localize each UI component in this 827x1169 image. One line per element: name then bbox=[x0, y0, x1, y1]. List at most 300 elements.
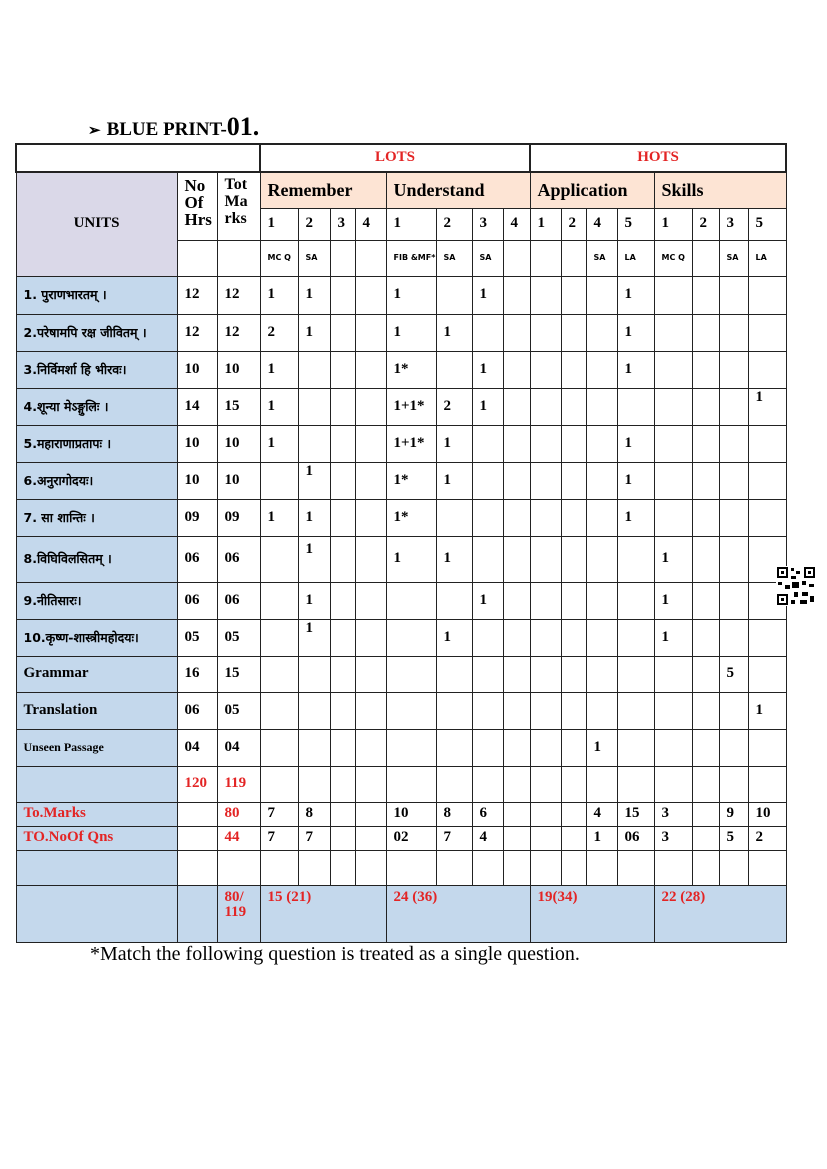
value-cell bbox=[436, 582, 472, 619]
value-cell bbox=[719, 536, 748, 582]
value-cell: 06 bbox=[617, 826, 654, 850]
table-row bbox=[16, 276, 786, 314]
question-type-cell: LA bbox=[617, 240, 654, 276]
value-cell: 1 bbox=[586, 729, 617, 766]
value-cell bbox=[260, 536, 298, 582]
value-cell: 2 bbox=[436, 388, 472, 425]
marks-cell: 06 bbox=[217, 582, 260, 619]
value-cell bbox=[503, 499, 530, 536]
value-cell bbox=[355, 536, 386, 582]
value-cell: 1+1* bbox=[386, 425, 436, 462]
total-marks-row bbox=[16, 802, 786, 826]
mark-value-cell: 4 bbox=[355, 208, 386, 240]
blank-cell bbox=[177, 826, 217, 850]
value-cell bbox=[298, 692, 330, 729]
question-type-cell bbox=[503, 240, 530, 276]
marks-cell: 12 bbox=[217, 276, 260, 314]
value-cell bbox=[692, 582, 719, 619]
value-cell bbox=[654, 425, 692, 462]
blank-cell bbox=[177, 850, 217, 885]
value-text: 1 bbox=[305, 619, 313, 636]
value-cell bbox=[748, 388, 786, 425]
summary-total-cell: 44 bbox=[217, 826, 260, 850]
value-cell bbox=[330, 276, 355, 314]
unit-name-cell: 2.परेषामपि रक्ष जीवितम् । bbox=[16, 314, 177, 351]
blank-cell bbox=[386, 850, 436, 885]
value-cell bbox=[472, 619, 503, 656]
hours-cell: 10 bbox=[177, 351, 217, 388]
unit-name-cell: Grammar bbox=[16, 656, 177, 692]
blank-cell bbox=[472, 850, 503, 885]
value-cell bbox=[561, 314, 586, 351]
value-cell bbox=[472, 425, 503, 462]
summary-label-cell: TO.NoOf Qns bbox=[16, 826, 177, 850]
value-cell bbox=[719, 692, 748, 729]
value-cell bbox=[330, 536, 355, 582]
value-cell: 1 bbox=[260, 388, 298, 425]
value-cell: 1 bbox=[436, 462, 472, 499]
value-cell bbox=[298, 619, 330, 656]
understand-total-cell: 24 (36) bbox=[386, 885, 530, 942]
question-type-cell bbox=[530, 240, 561, 276]
blank-cell bbox=[260, 766, 298, 802]
hours-cell: 10 bbox=[177, 462, 217, 499]
value-cell bbox=[692, 499, 719, 536]
blank-cell bbox=[16, 885, 177, 942]
value-cell bbox=[719, 619, 748, 656]
value-cell bbox=[586, 351, 617, 388]
blank-cell bbox=[692, 766, 719, 802]
hours-cell: 10 bbox=[177, 425, 217, 462]
value-cell bbox=[692, 351, 719, 388]
value-cell: 1 bbox=[654, 619, 692, 656]
value-cell bbox=[530, 425, 561, 462]
value-cell bbox=[561, 499, 586, 536]
blank-cell bbox=[472, 766, 503, 802]
unit-name-cell: Translation bbox=[16, 692, 177, 729]
value-cell bbox=[692, 276, 719, 314]
value-cell: 1* bbox=[386, 462, 436, 499]
blank-cell bbox=[217, 850, 260, 885]
value-cell bbox=[330, 619, 355, 656]
value-cell bbox=[260, 656, 298, 692]
value-cell: 1 bbox=[298, 499, 330, 536]
table-row bbox=[16, 536, 786, 582]
blank-cell bbox=[436, 850, 472, 885]
unit-name-cell: 4.शून्या मेऽङ्गुलिः । bbox=[16, 388, 177, 425]
value-cell: 3 bbox=[654, 802, 692, 826]
value-cell bbox=[719, 499, 748, 536]
blank-cell bbox=[654, 766, 692, 802]
value-cell: 1 bbox=[298, 276, 330, 314]
value-cell bbox=[530, 536, 561, 582]
mark-value-cell: 2 bbox=[561, 208, 586, 240]
value-cell bbox=[530, 499, 561, 536]
blank-cell bbox=[177, 885, 217, 942]
blank-cell bbox=[748, 850, 786, 885]
category-row bbox=[16, 172, 786, 208]
category-total-row bbox=[16, 885, 786, 942]
hots-header: HOTS bbox=[530, 144, 786, 172]
blank-cell bbox=[719, 766, 748, 802]
question-type-cell: SA bbox=[719, 240, 748, 276]
unit-name-cell: 8.विघिविलसितम् । bbox=[16, 536, 177, 582]
unit-name-cell: 9.नीतिसारः। bbox=[16, 582, 177, 619]
value-cell bbox=[617, 536, 654, 582]
blank-cell bbox=[530, 850, 561, 885]
value-cell bbox=[748, 619, 786, 656]
question-type-cell bbox=[355, 240, 386, 276]
value-cell bbox=[561, 619, 586, 656]
value-cell bbox=[692, 692, 719, 729]
mark-value-cell: 2 bbox=[298, 208, 330, 240]
value-cell: 7 bbox=[260, 826, 298, 850]
value-cell bbox=[260, 729, 298, 766]
value-cell bbox=[692, 619, 719, 656]
value-cell: 1* bbox=[386, 351, 436, 388]
value-cell bbox=[748, 656, 786, 692]
value-cell bbox=[654, 462, 692, 499]
total-hours-cell: 120 bbox=[177, 766, 217, 802]
value-cell bbox=[692, 314, 719, 351]
value-cell bbox=[617, 656, 654, 692]
value-cell bbox=[617, 692, 654, 729]
value-cell: 1 bbox=[472, 582, 503, 619]
value-cell bbox=[503, 692, 530, 729]
value-cell bbox=[561, 656, 586, 692]
question-type-cell: SA bbox=[586, 240, 617, 276]
question-type-cell: SA bbox=[472, 240, 503, 276]
blueprint-table bbox=[15, 143, 787, 943]
blank-cell bbox=[561, 850, 586, 885]
total-questions-row bbox=[16, 826, 786, 850]
mark-value-cell: 2 bbox=[692, 208, 719, 240]
value-cell bbox=[330, 802, 355, 826]
value-cell bbox=[530, 582, 561, 619]
category-remember: Remember bbox=[260, 172, 386, 208]
table-row bbox=[16, 314, 786, 351]
value-cell: 9 bbox=[719, 802, 748, 826]
value-cell bbox=[692, 388, 719, 425]
value-cell bbox=[561, 536, 586, 582]
value-cell bbox=[586, 276, 617, 314]
value-cell bbox=[654, 499, 692, 536]
value-cell bbox=[719, 582, 748, 619]
mark-value-cell: 5 bbox=[748, 208, 786, 240]
unit-name-cell: 10.कृष्ण-शास्त्रीमहोदयः। bbox=[16, 619, 177, 656]
value-cell bbox=[298, 656, 330, 692]
value-cell bbox=[530, 314, 561, 351]
value-cell bbox=[586, 425, 617, 462]
question-type-cell: SA bbox=[436, 240, 472, 276]
overall-total-cell: 80/ 119 bbox=[217, 885, 260, 942]
value-cell bbox=[436, 276, 472, 314]
marks-cell: 12 bbox=[217, 314, 260, 351]
footnote: *Match the following question is treated as a single question. bbox=[90, 943, 580, 965]
blank-cell bbox=[16, 850, 177, 885]
table-row bbox=[16, 499, 786, 536]
value-cell bbox=[530, 276, 561, 314]
value-cell bbox=[503, 619, 530, 656]
value-cell bbox=[530, 802, 561, 826]
lots-header: LOTS bbox=[260, 144, 530, 172]
marks-cell: 15 bbox=[217, 388, 260, 425]
value-cell bbox=[719, 276, 748, 314]
unit-name-cell: 5.महाराणाप्रतापः । bbox=[16, 425, 177, 462]
blank-cell bbox=[436, 766, 472, 802]
value-cell bbox=[436, 656, 472, 692]
blank-cell bbox=[298, 766, 330, 802]
question-type-cell: FIB &MF* bbox=[386, 240, 436, 276]
value-text: 1 bbox=[305, 541, 313, 558]
category-understand: Understand bbox=[386, 172, 530, 208]
blank-cell bbox=[654, 850, 692, 885]
unit-name-cell: 7. सा शान्तिः । bbox=[16, 499, 177, 536]
blank-cell bbox=[260, 850, 298, 885]
unit-name-cell: 1. पुराणभारतम् । bbox=[16, 276, 177, 314]
value-cell: 1 bbox=[586, 826, 617, 850]
remember-total-cell: 15 (21) bbox=[260, 885, 386, 942]
value-cell bbox=[472, 499, 503, 536]
value-cell: 8 bbox=[436, 802, 472, 826]
blank-cell bbox=[561, 766, 586, 802]
unit-name-cell: Unseen Passage bbox=[16, 729, 177, 766]
value-cell: 4 bbox=[586, 802, 617, 826]
value-cell bbox=[503, 351, 530, 388]
qr-code-icon bbox=[776, 566, 816, 606]
value-cell bbox=[472, 692, 503, 729]
value-cell bbox=[503, 276, 530, 314]
value-cell bbox=[561, 425, 586, 462]
value-cell: 4 bbox=[472, 826, 503, 850]
value-cell bbox=[719, 425, 748, 462]
value-cell: 1 bbox=[472, 351, 503, 388]
page-heading bbox=[88, 112, 259, 142]
value-cell: 1+1* bbox=[386, 388, 436, 425]
value-cell bbox=[503, 462, 530, 499]
hours-cell: 05 bbox=[177, 619, 217, 656]
value-cell: 10 bbox=[386, 802, 436, 826]
blank-cell bbox=[586, 850, 617, 885]
question-type-cell: MC Q bbox=[260, 240, 298, 276]
value-cell bbox=[330, 314, 355, 351]
value-cell bbox=[260, 619, 298, 656]
value-cell bbox=[530, 729, 561, 766]
value-cell bbox=[386, 692, 436, 729]
blank-cell bbox=[298, 850, 330, 885]
units-header: UNITS bbox=[16, 172, 177, 276]
table-row bbox=[16, 388, 786, 425]
mark-value-cell: 5 bbox=[617, 208, 654, 240]
value-cell bbox=[719, 314, 748, 351]
mark-value-cell: 4 bbox=[586, 208, 617, 240]
value-cell: 1* bbox=[386, 499, 436, 536]
marks-cell: 10 bbox=[217, 351, 260, 388]
value-cell bbox=[298, 536, 330, 582]
blank-row bbox=[16, 850, 786, 885]
question-type-cell bbox=[561, 240, 586, 276]
value-cell bbox=[692, 656, 719, 692]
blank-cell bbox=[503, 766, 530, 802]
marks-header: Tot Ma rks bbox=[217, 172, 260, 240]
value-cell bbox=[355, 619, 386, 656]
value-text: 1 bbox=[305, 462, 313, 479]
blank-cell bbox=[330, 766, 355, 802]
mark-value-cell: 1 bbox=[386, 208, 436, 240]
table-row bbox=[16, 462, 786, 499]
table-row bbox=[16, 425, 786, 462]
value-cell bbox=[719, 388, 748, 425]
value-cell bbox=[298, 462, 330, 499]
unit-name-cell: 6.अनुरागोदयः। bbox=[16, 462, 177, 499]
marks-cell: 05 bbox=[217, 692, 260, 729]
value-cell bbox=[355, 499, 386, 536]
value-cell bbox=[472, 314, 503, 351]
summary-total-cell: 80 bbox=[217, 802, 260, 826]
heading-text: BLUE PRINT- bbox=[106, 119, 227, 140]
value-cell bbox=[355, 388, 386, 425]
value-cell bbox=[654, 314, 692, 351]
value-cell: 1 bbox=[386, 314, 436, 351]
value-cell bbox=[436, 692, 472, 729]
value-cell bbox=[503, 314, 530, 351]
value-cell: 1 bbox=[617, 499, 654, 536]
hours-cell: 04 bbox=[177, 729, 217, 766]
blank-cell bbox=[330, 850, 355, 885]
value-cell bbox=[719, 462, 748, 499]
value-cell bbox=[654, 656, 692, 692]
value-cell bbox=[386, 729, 436, 766]
blank-cell bbox=[617, 766, 654, 802]
application-total-cell: 19(34) bbox=[530, 885, 654, 942]
question-type-cell bbox=[692, 240, 719, 276]
value-cell: 5 bbox=[719, 656, 748, 692]
value-cell bbox=[260, 462, 298, 499]
value-cell bbox=[719, 351, 748, 388]
value-cell bbox=[298, 351, 330, 388]
value-cell: 1 bbox=[298, 314, 330, 351]
question-type-cell: MC Q bbox=[654, 240, 692, 276]
hours-cell: 09 bbox=[177, 499, 217, 536]
value-cell bbox=[748, 351, 786, 388]
hours-cell: 16 bbox=[177, 656, 217, 692]
value-cell bbox=[748, 499, 786, 536]
value-cell bbox=[330, 582, 355, 619]
value-cell: 7 bbox=[260, 802, 298, 826]
value-cell: 2 bbox=[748, 826, 786, 850]
value-cell bbox=[719, 729, 748, 766]
value-cell bbox=[386, 656, 436, 692]
value-cell bbox=[530, 692, 561, 729]
value-cell bbox=[355, 692, 386, 729]
mark-value-cell: 1 bbox=[260, 208, 298, 240]
mark-value-cell: 4 bbox=[503, 208, 530, 240]
blank-cell bbox=[586, 766, 617, 802]
value-cell bbox=[617, 582, 654, 619]
question-type-cell: SA bbox=[298, 240, 330, 276]
value-cell bbox=[561, 802, 586, 826]
value-cell bbox=[330, 656, 355, 692]
value-cell: 1 bbox=[260, 276, 298, 314]
value-cell bbox=[748, 425, 786, 462]
value-cell bbox=[530, 351, 561, 388]
value-cell bbox=[654, 692, 692, 729]
group-header-row bbox=[16, 144, 786, 172]
value-cell: 10 bbox=[748, 802, 786, 826]
category-application: Application bbox=[530, 172, 654, 208]
skills-total-cell: 22 (28) bbox=[654, 885, 786, 942]
mark-value-cell: 1 bbox=[654, 208, 692, 240]
value-cell bbox=[330, 729, 355, 766]
value-cell: 7 bbox=[298, 826, 330, 850]
value-cell: 7 bbox=[436, 826, 472, 850]
table-row bbox=[16, 582, 786, 619]
mark-value-cell: 3 bbox=[330, 208, 355, 240]
table-row bbox=[16, 729, 786, 766]
table-row bbox=[16, 692, 786, 729]
value-cell bbox=[330, 826, 355, 850]
value-cell bbox=[355, 802, 386, 826]
value-cell bbox=[692, 425, 719, 462]
value-cell: 5 bbox=[719, 826, 748, 850]
value-cell bbox=[530, 388, 561, 425]
value-cell: 1 bbox=[260, 499, 298, 536]
value-cell: 3 bbox=[654, 826, 692, 850]
value-cell: 2 bbox=[260, 314, 298, 351]
heading-number: 01. bbox=[226, 112, 260, 141]
value-cell bbox=[692, 802, 719, 826]
value-cell bbox=[472, 729, 503, 766]
value-cell bbox=[503, 802, 530, 826]
value-cell bbox=[561, 826, 586, 850]
blank-cell bbox=[16, 766, 177, 802]
value-cell bbox=[561, 582, 586, 619]
value-cell bbox=[503, 536, 530, 582]
blank-cell bbox=[386, 766, 436, 802]
total-row bbox=[16, 766, 786, 802]
value-cell bbox=[586, 582, 617, 619]
mark-value-cell: 3 bbox=[472, 208, 503, 240]
blank-cell bbox=[692, 850, 719, 885]
marks-cell: 10 bbox=[217, 462, 260, 499]
value-cell bbox=[586, 314, 617, 351]
value-cell bbox=[748, 314, 786, 351]
hours-cell: 06 bbox=[177, 536, 217, 582]
total-marks-cell: 119 bbox=[217, 766, 260, 802]
blank-cell bbox=[748, 766, 786, 802]
value-cell bbox=[330, 388, 355, 425]
blank-cell bbox=[177, 802, 217, 826]
marks-cell: 09 bbox=[217, 499, 260, 536]
value-cell bbox=[561, 351, 586, 388]
value-cell bbox=[586, 692, 617, 729]
value-cell bbox=[472, 462, 503, 499]
value-cell: 1 bbox=[386, 276, 436, 314]
value-cell bbox=[530, 826, 561, 850]
blank-cell bbox=[217, 240, 260, 276]
value-cell: 02 bbox=[386, 826, 436, 850]
hours-cell: 14 bbox=[177, 388, 217, 425]
value-cell bbox=[298, 388, 330, 425]
value-cell bbox=[617, 388, 654, 425]
value-cell bbox=[530, 619, 561, 656]
value-cell bbox=[692, 729, 719, 766]
hours-cell: 06 bbox=[177, 582, 217, 619]
value-cell bbox=[561, 462, 586, 499]
question-type-cell bbox=[330, 240, 355, 276]
value-cell: 6 bbox=[472, 802, 503, 826]
value-cell bbox=[692, 826, 719, 850]
